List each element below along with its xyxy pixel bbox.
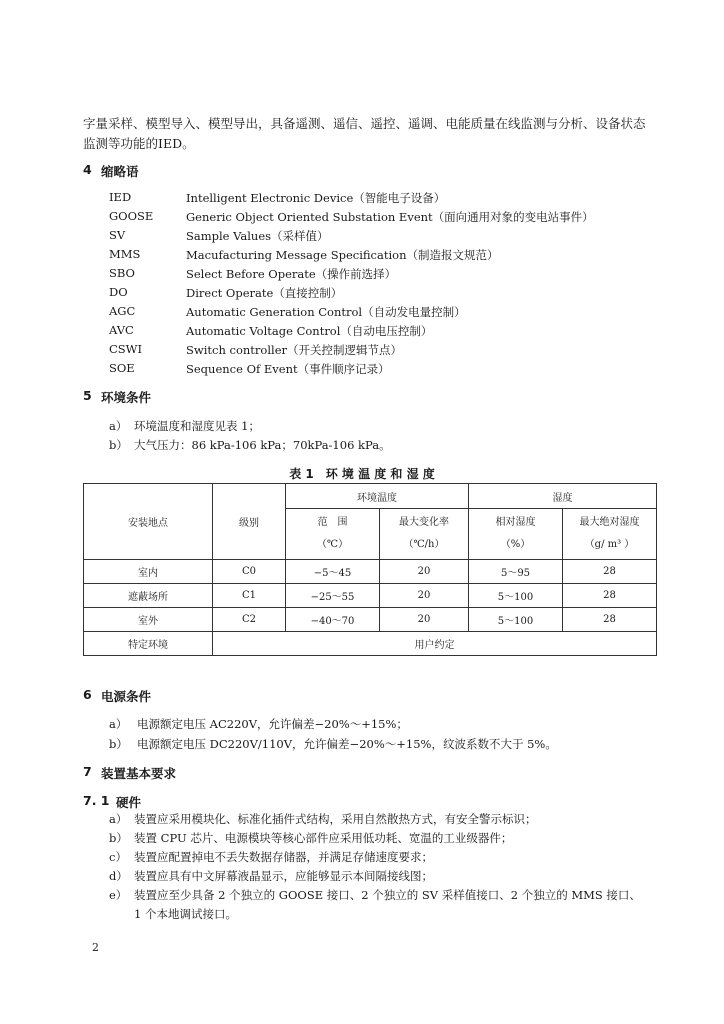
section-6-number: 6: [83, 687, 92, 702]
section-6-title: 电源条件: [101, 689, 152, 704]
cell-rh: 5～100: [469, 584, 563, 608]
item-marker: d）: [109, 869, 128, 883]
section-4-title: 缩略语: [101, 164, 139, 179]
item-marker: b）: [109, 737, 128, 751]
section-7-1-title: 硬件: [116, 795, 142, 810]
item-text: 装置应采用模块化、标准化插件式结构，采用自然散热方式，有安全警示标识；: [134, 812, 537, 826]
cell-rate: 20: [380, 608, 469, 632]
item-marker: b）: [109, 438, 128, 452]
item-text: 电源额定电压 AC220V，允许偏差−20%～+15%；: [137, 717, 408, 731]
cell-location: 室外: [84, 608, 213, 632]
item-text: 装置应配置掉电不丢失数据存储器，并满足存储速度要求；: [134, 850, 433, 864]
header-max-rate: 最大变化率 （℃/h）: [380, 509, 469, 560]
environment-table: [83, 483, 657, 656]
cell-location: 遮蔽场所: [84, 584, 213, 608]
cell-location: 特定环境: [84, 632, 213, 656]
table-caption: 表 1 环 境 温 度 和 湿 度: [289, 467, 435, 481]
intro-line-2: 监测等功能的IED。: [83, 136, 195, 151]
cell-range: −5～45: [286, 560, 380, 584]
header-rel-humidity: 相对湿度 （%）: [469, 509, 563, 560]
section-7-title: 装置基本要求: [101, 766, 177, 781]
cell-special-value: 用户约定: [213, 632, 657, 656]
intro-line-1: 字量采样、模型导入、模型导出，具备遥测、遥信、遥控、遥调、电能质量在线监测与分析、设备状态: [83, 116, 646, 131]
item-marker: a）: [109, 717, 128, 731]
cell-location: 室内: [84, 560, 213, 584]
section-5-number: 5: [83, 388, 92, 403]
item-text: 装置应具有中文屏幕液晶显示，应能够显示本间隔接线图；: [134, 869, 433, 883]
item-text-continuation: 1 个本地调试接口。: [134, 907, 237, 921]
cell-level: C1: [213, 584, 286, 608]
cell-level: C2: [213, 608, 286, 632]
table-row: [84, 584, 657, 608]
cell-rh: 5～95: [469, 560, 563, 584]
item-text: 装置应至少具备 2 个独立的 GOOSE 接口、2 个独立的 SV 采样值接口、2 个独立的 MMS 接口、: [134, 888, 641, 902]
item-text: 大气压力：86 kPa-106 kPa；70kPa-106 kPa。: [134, 438, 391, 452]
header-humidity: 湿度: [469, 484, 657, 509]
item-text: 装置 CPU 芯片、电源模块等核心部件应采用低功耗、宽温的工业级器件；: [134, 831, 513, 845]
cell-abs: 28: [563, 584, 657, 608]
item-text: 环境温度和湿度见表 1；: [134, 419, 260, 433]
section-4-number: 4: [83, 162, 92, 177]
cell-rate: 20: [380, 584, 469, 608]
header-location: 安装地点: [84, 484, 213, 560]
cell-abs: 28: [563, 608, 657, 632]
table-row: [84, 608, 657, 632]
item-text: 电源额定电压 DC220V/110V，允许偏差−20%～+15%，纹波系数不大于 5%。: [137, 737, 557, 751]
item-marker: c）: [109, 850, 127, 864]
page-number: 2: [92, 941, 99, 954]
header-level: 级别: [213, 484, 286, 560]
cell-rh: 5～100: [469, 608, 563, 632]
cell-range: −40～70: [286, 608, 380, 632]
cell-range: −25～55: [286, 584, 380, 608]
table-row: [84, 632, 657, 656]
item-marker: b）: [109, 831, 128, 845]
table-row: [84, 560, 657, 584]
header-range: 范 围 （℃）: [286, 509, 380, 560]
item-marker: e）: [109, 888, 128, 902]
cell-rate: 20: [380, 560, 469, 584]
section-7-1-number: 7. 1: [83, 793, 110, 808]
cell-level: C0: [213, 560, 286, 584]
section-7-number: 7: [83, 764, 92, 779]
cell-abs: 28: [563, 560, 657, 584]
item-marker: a）: [109, 419, 128, 433]
item-marker: a）: [109, 812, 128, 826]
header-abs-humidity: 最大绝对湿度 （g/ m³ ）: [563, 509, 657, 560]
header-env-temp: 环境温度: [286, 484, 469, 509]
section-5-title: 环境条件: [101, 390, 152, 405]
